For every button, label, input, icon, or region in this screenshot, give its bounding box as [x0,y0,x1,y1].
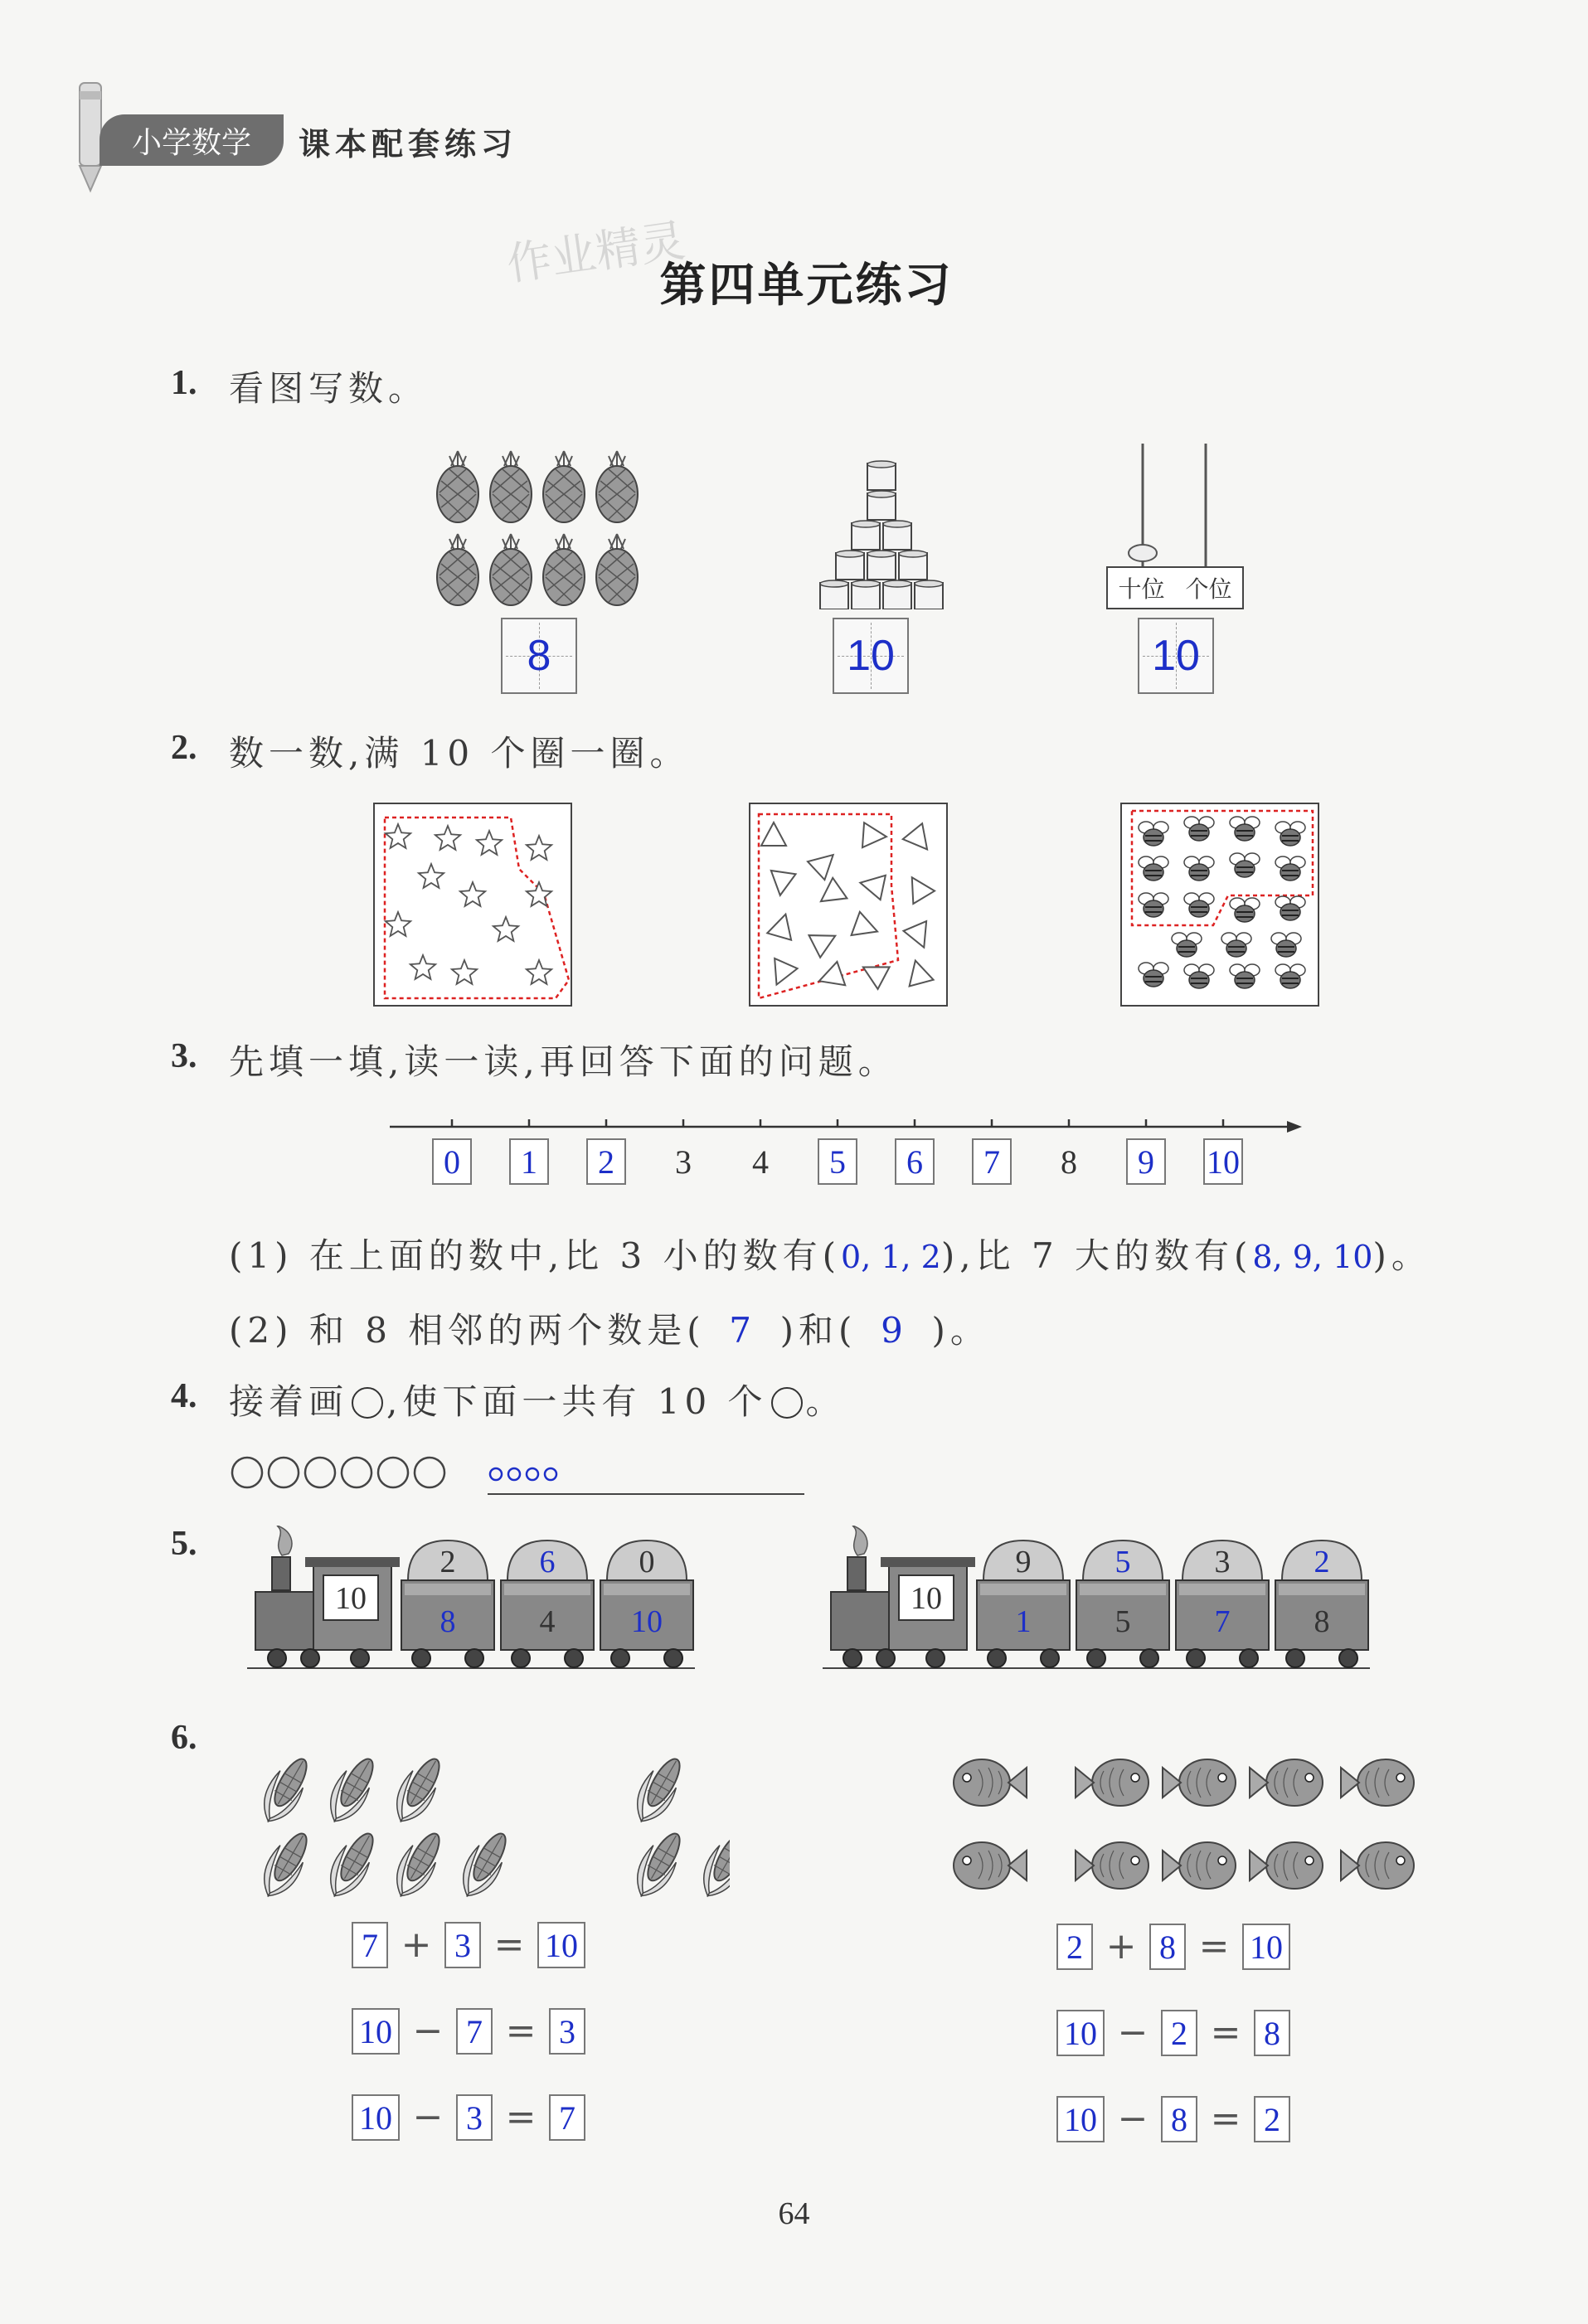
drawn-circle [527,1468,538,1480]
fish-icon [1341,1842,1414,1889]
equation-box[interactable]: 2 [1254,2096,1290,2142]
train-left [247,1526,695,1683]
page-number: 64 [778,2196,810,2231]
engine-number: 10 [911,1581,942,1616]
fish-icon [954,1759,1027,1806]
number-line-label: 4 [752,1143,769,1181]
pineapple-icon [543,451,585,522]
car-bottom-number: 1 [1015,1604,1032,1639]
pineapple-icon [596,534,638,605]
engine-icon [831,1526,975,1667]
pineapple-icon [596,451,638,522]
q3-sub1-answer-2[interactable]: 8, 9, 10 [1252,1239,1373,1275]
equation-box[interactable]: 3 [456,2094,493,2141]
circle-icon [352,1387,383,1419]
fish-icon [1250,1759,1323,1806]
equation-operator: − [1117,2098,1149,2140]
car-top-number: 5 [1115,1545,1131,1579]
corn-icon [254,1751,318,1829]
number-line-answer-box[interactable]: 0 [432,1138,472,1185]
can-icon [867,551,896,580]
can-icon [883,521,911,550]
number-line-label: 3 [675,1143,692,1181]
q1-answer-box-3[interactable] [1138,618,1214,694]
equation-box[interactable]: 3 [444,1922,481,1968]
equation-operator: = [1198,1925,1230,1967]
cans-pyramid [811,448,952,613]
engine-icon [255,1526,400,1667]
corn-icon [254,1826,318,1904]
bees-panel [1120,803,1319,1010]
equation-box[interactable]: 8 [1149,1924,1186,1970]
number-line-answer-box[interactable]: 10 [1203,1138,1243,1185]
car-top-number: 2 [1314,1545,1330,1579]
can-icon [899,551,927,580]
corn-icon [627,1826,691,1904]
q4-text-c: 。 [805,1381,846,1422]
corn-icon [627,1751,691,1829]
equation-box[interactable]: 10 [1242,1924,1290,1970]
number-line-answer-box[interactable]: 6 [895,1138,935,1185]
watermark: 作业精灵 [503,214,688,291]
car-top-number: 3 [1214,1545,1231,1579]
equation-operator: − [1117,2011,1149,2054]
equation-operator: = [505,2096,537,2138]
car-bottom-number: 4 [539,1604,556,1639]
given-circle [378,1458,408,1487]
equation-operator: = [505,2010,537,2052]
q3-sub2-answer-1[interactable]: 7 [729,1310,757,1351]
can-icon [867,461,896,490]
q3-sub2-part-a: (2) 和 8 相邻的两个数是( [229,1310,706,1351]
pineapple-icon [543,534,585,605]
can-icon [852,580,880,609]
q1-answer-box-1[interactable] [501,618,577,694]
fish-group [937,1733,1451,1919]
pineapple-group [433,448,648,617]
q4-text-b: ,使下面一共有 10 个 [386,1381,768,1422]
equation-box[interactable]: 10 [1056,2096,1105,2142]
engine-number: 10 [335,1581,367,1616]
equation-operator: = [1210,2098,1241,2140]
car-bottom-number: 8 [1314,1604,1330,1639]
q3-text: 先填一填,读一读,再回答下面的问题。 [229,1041,898,1082]
train-right [823,1526,1370,1683]
can-icon [867,491,896,520]
equation-box[interactable]: 7 [549,2094,585,2141]
equation-operator: + [1105,1925,1137,1967]
equation-box[interactable]: 2 [1161,2010,1197,2056]
fish-icon [1076,1759,1149,1806]
equation-box[interactable]: 10 [537,1922,585,1968]
q4-circles [229,1451,809,1497]
q1-answer-2: 10 [847,632,895,680]
abacus-tens-label: 十位 [1118,575,1165,603]
q6-number: 6. [171,1719,197,1757]
equation-box[interactable]: 7 [352,1922,388,1968]
equation-operator: + [401,1924,432,1966]
corn-icon [386,1826,450,1904]
fish-icon [1163,1842,1236,1889]
header-badge-text: 小学数学 [131,125,251,160]
q3-sub2-answer-2[interactable]: 9 [881,1310,908,1351]
stars-panel [373,803,572,1010]
corn-icon [320,1751,384,1829]
header-subtitle: 课本配套练习 [299,126,518,163]
q3-sub1-answer-1[interactable]: 0, 1, 2 [841,1239,941,1275]
number-line-answer-box[interactable]: 5 [818,1138,857,1185]
can-icon [915,580,943,609]
triangles-panel [749,803,948,1010]
q3-sub1-part-b: ),比 7 大的数有( [940,1235,1253,1276]
equation-operator: = [1210,2011,1241,2054]
corn-icon [320,1826,384,1904]
drawn-circle [508,1468,520,1480]
drawn-circle [490,1468,502,1480]
number-line-answer-box[interactable]: 2 [586,1138,626,1185]
q3-number: 3. [171,1037,197,1075]
car-bottom-number: 8 [439,1604,456,1639]
car-top-number: 9 [1015,1545,1032,1579]
car-bottom-number: 7 [1214,1604,1231,1639]
q3-sub2-part-c: )。 [931,1310,990,1351]
q3-sub2 [229,1303,990,1353]
header-badge [100,114,284,166]
q1-answer-3: 10 [1152,632,1200,680]
equation-box[interactable]: 10 [352,2094,400,2141]
drawn-circle [545,1468,556,1480]
q2-number: 2. [171,729,197,767]
pineapple-icon [437,534,478,605]
fish-icon [1076,1842,1149,1889]
fish-icon [954,1842,1027,1889]
given-circle [269,1458,299,1487]
pineapple-icon [490,451,532,522]
car-top-number: 0 [639,1545,655,1579]
q4-text-a: 接着画 [229,1381,349,1422]
car-bottom-number: 10 [631,1604,663,1639]
equation-box[interactable]: 8 [1254,2010,1290,2056]
equation-operator: − [412,2010,444,2052]
q1-answer-box-2[interactable] [833,618,909,694]
equation-box[interactable]: 7 [456,2008,493,2055]
can-icon [852,521,880,550]
page-title: 第四单元练习 [659,259,954,313]
given-circle [342,1458,372,1487]
number-line-answer-box[interactable]: 1 [509,1138,549,1185]
circle-icon [771,1387,803,1419]
given-circle [305,1458,335,1487]
abacus-label-box [1106,566,1244,609]
car-top-number: 6 [539,1545,556,1579]
equation-operator: − [412,2096,444,2138]
number-line-label: 8 [1061,1143,1077,1181]
number-line-answer-box[interactable]: 7 [972,1138,1012,1185]
corn-icon [693,1826,730,1904]
can-icon [883,580,911,609]
equation-box[interactable]: 3 [549,2008,585,2055]
given-circle [415,1458,444,1487]
equation-box[interactable]: 2 [1056,1924,1093,1970]
pineapple-icon [490,534,532,605]
fish-icon [1250,1842,1323,1889]
abacus [1100,444,1247,609]
abacus-ones-label: 个位 [1185,575,1232,603]
q1-answer-1: 8 [527,632,551,680]
q4-number: 4. [171,1377,197,1415]
equation-box[interactable]: 10 [1056,2010,1105,2056]
corn-icon [453,1826,517,1904]
pineapple-icon [437,451,478,522]
car-bottom-number: 5 [1115,1604,1131,1639]
can-icon [836,551,864,580]
given-circle [232,1458,262,1487]
equation-operator: = [493,1924,525,1966]
q3-sub1 [229,1229,1431,1278]
car-top-number: 2 [439,1545,456,1579]
corn-group [232,1733,730,1919]
q3-sub2-part-b: )和( [779,1310,857,1351]
equation-box[interactable]: 8 [1161,2096,1197,2142]
q3-sub1-part-c: )。 [1372,1235,1431,1276]
fish-icon [1163,1759,1236,1806]
corn-icon [386,1751,450,1829]
number-line-answer-box[interactable]: 9 [1126,1138,1166,1185]
q1-number: 1. [171,364,197,402]
q3-sub1-part-a: (1) 在上面的数中,比 3 小的数有( [229,1235,842,1276]
q1-text: 看图写数。 [229,368,429,409]
q2-text: 数一数,满 10 个圈一圈。 [229,733,690,774]
equation-box[interactable]: 10 [352,2008,400,2055]
q5-number: 5. [171,1525,197,1563]
q4-text [229,1375,846,1424]
can-icon [820,580,848,609]
fish-icon [1341,1759,1414,1806]
